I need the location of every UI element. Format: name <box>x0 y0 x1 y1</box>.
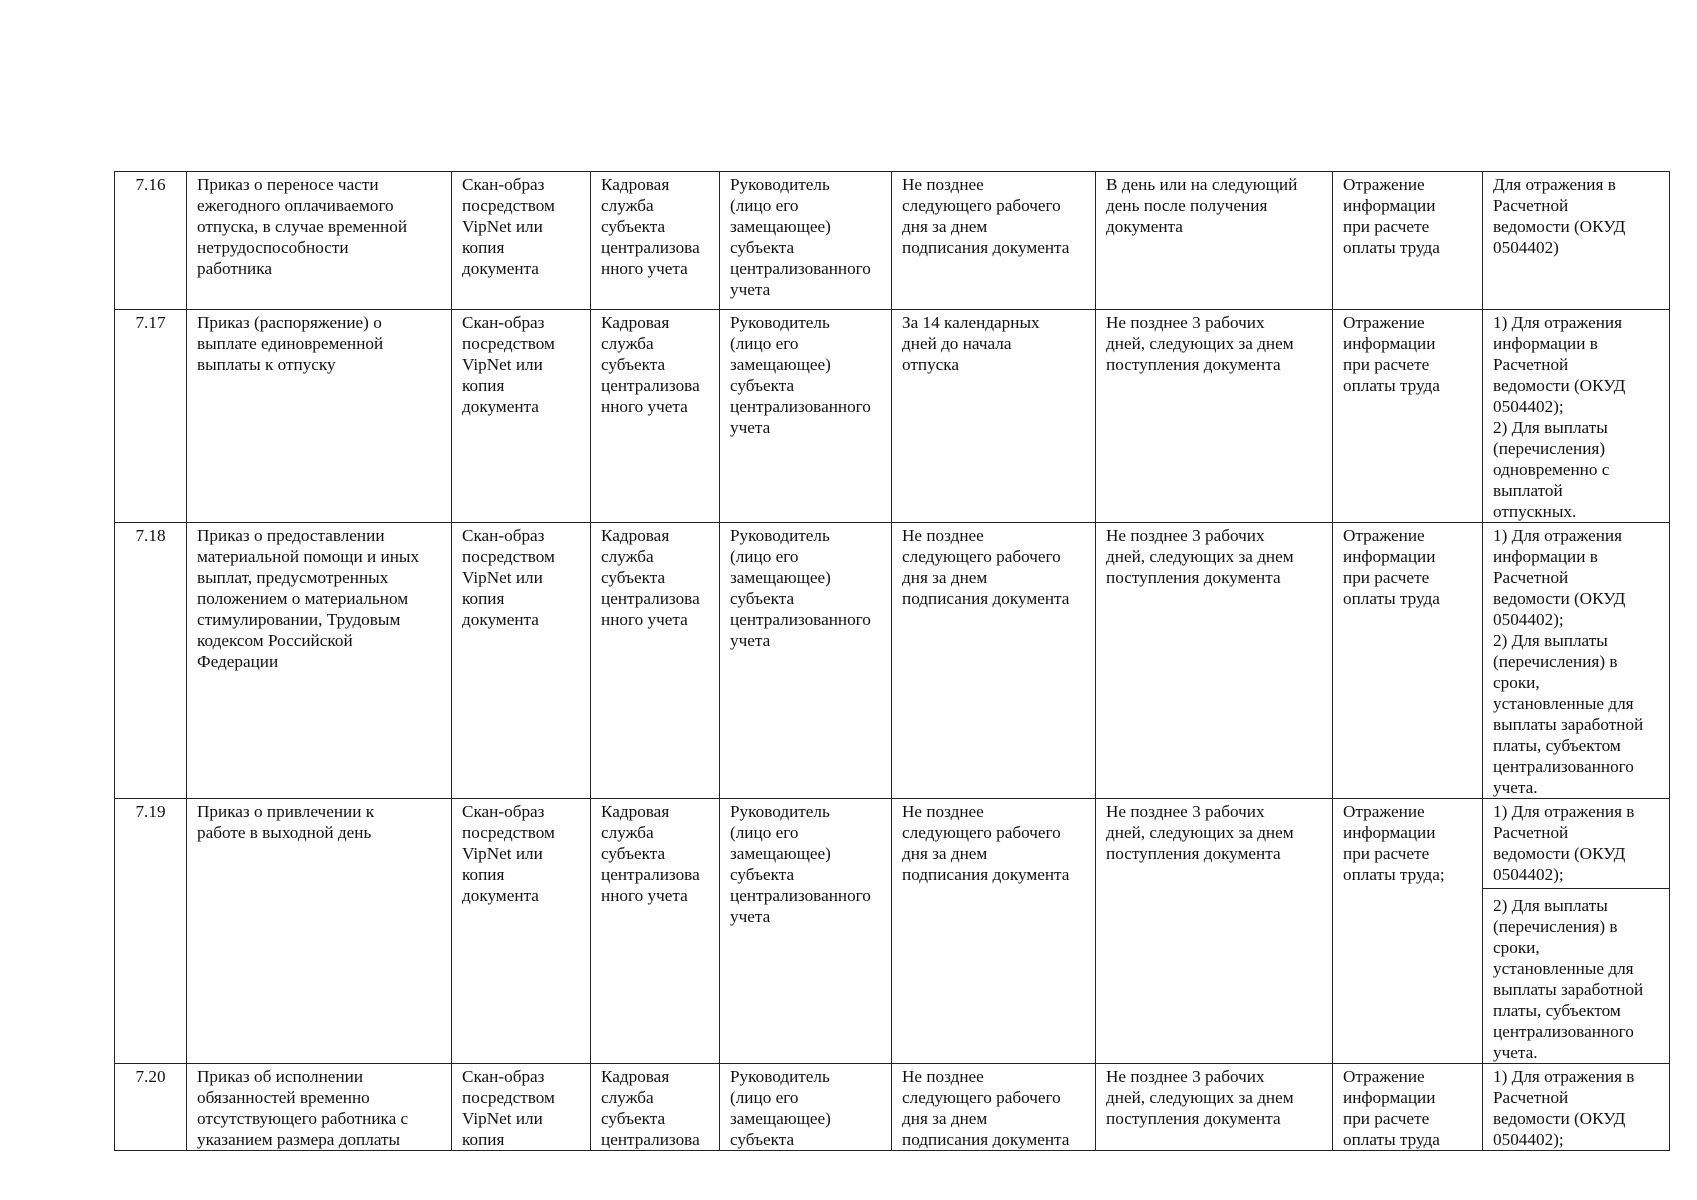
creator-cell: Кадровая служба субъекта централизова нного учета <box>591 799 720 1064</box>
table-row <box>115 523 1670 799</box>
purpose-cell: Для отражения в Расчетной ведомости (ОКУД 0504402) <box>1483 172 1670 310</box>
action-cell: Отражение информации при расчете оплаты труда <box>1333 310 1483 523</box>
purpose-part-1: 1) Для отражения в Расчетной ведомости (ОКУД 0504402); <box>1493 802 1635 884</box>
row-number: 7.16 <box>115 172 187 310</box>
processing-term-cell: Не позднее 3 рабочих дней, следующих за днем поступления документа <box>1096 1064 1333 1151</box>
document-name-cell: Приказ о переносе части ежегодного оплачиваемого отпуска, в случае временной нетрудоспособности работника <box>187 172 452 310</box>
document-name-cell: Приказ (распоряжение) о выплате единовременной выплаты к отпуску <box>187 310 452 523</box>
purpose-cell <box>1483 799 1670 1064</box>
submission-term-cell: Не позднее следующего рабочего дня за днем подписания документа <box>892 799 1096 1064</box>
action-cell: Отражение информации при расчете оплаты труда; <box>1333 799 1483 1064</box>
document-form-cell: Скан-образ посредством VipNet или копия <box>452 1064 591 1151</box>
document-form-cell: Скан-образ посредством VipNet или копия документа <box>452 799 591 1064</box>
row-number: 7.20 <box>115 1064 187 1151</box>
table-row <box>115 799 1670 1064</box>
signer-cell: Руководитель (лицо его замещающее) субъекта централизованного учета <box>720 799 892 1064</box>
processing-term-cell: Не позднее 3 рабочих дней, следующих за днем поступления документа <box>1096 523 1333 799</box>
row-number: 7.18 <box>115 523 187 799</box>
document-form-cell: Скан-образ посредством VipNet или копия документа <box>452 172 591 310</box>
creator-cell: Кадровая служба субъекта централизова <box>591 1064 720 1151</box>
purpose-cell: 1) Для отражения в Расчетной ведомости (ОКУД 0504402); <box>1483 1064 1670 1151</box>
table-row <box>115 310 1670 523</box>
signer-cell: Руководитель (лицо его замещающее) субъекта централизованного учета <box>720 310 892 523</box>
document-name-cell: Приказ о предоставлении материальной помощи и иных выплат, предусмотренных положением о материальном стимулировании, Трудовым кодексом Российской Федерации <box>187 523 452 799</box>
submission-term-cell: Не позднее следующего рабочего дня за днем подписания документа <box>892 172 1096 310</box>
document-form-cell: Скан-образ посредством VipNet или копия документа <box>452 310 591 523</box>
submission-term-cell: Не позднее следующего рабочего дня за днем подписания документа <box>892 1064 1096 1151</box>
document-form-cell: Скан-образ посредством VipNet или копия документа <box>452 523 591 799</box>
action-cell: Отражение информации при расчете оплаты труда <box>1333 523 1483 799</box>
purpose-cell: 1) Для отражения информации в Расчетной ведомости (ОКУД 0504402); 2) Для выплаты (перечисления) одновременно с выплатой отпускных. <box>1483 310 1670 523</box>
signer-cell: Руководитель (лицо его замещающее) субъекта централизованного учета <box>720 172 892 310</box>
purpose-cell: 1) Для отражения информации в Расчетной ведомости (ОКУД 0504402); 2) Для выплаты (перечисления) в сроки, установленные для выплаты заработной платы, субъектом централизованного учета. <box>1483 523 1670 799</box>
signer-cell: Руководитель (лицо его замещающее) субъекта <box>720 1064 892 1151</box>
action-cell: Отражение информации при расчете оплаты труда <box>1333 172 1483 310</box>
processing-term-cell: Не позднее 3 рабочих дней, следующих за днем поступления документа <box>1096 799 1333 1064</box>
purpose-part-2: 2) Для выплаты (перечисления) в сроки, установленные для выплаты заработной платы, субъектом централизованного учета. <box>1483 888 1669 1063</box>
table-row <box>115 1064 1670 1151</box>
creator-cell: Кадровая служба субъекта централизова нного учета <box>591 523 720 799</box>
document-name-cell: Приказ об исполнении обязанностей временно отсутствующего работника с указанием размера доплаты <box>187 1064 452 1151</box>
document-table <box>114 171 1670 1151</box>
submission-term-cell: За 14 календарных дней до начала отпуска <box>892 310 1096 523</box>
creator-cell: Кадровая служба субъекта централизова нного учета <box>591 172 720 310</box>
row-number: 7.17 <box>115 310 187 523</box>
submission-term-cell: Не позднее следующего рабочего дня за днем подписания документа <box>892 523 1096 799</box>
processing-term-cell: В день или на следующий день после получения документа <box>1096 172 1333 310</box>
document-name-cell: Приказ о привлечении к работе в выходной день <box>187 799 452 1064</box>
signer-cell: Руководитель (лицо его замещающее) субъекта централизованного учета <box>720 523 892 799</box>
processing-term-cell: Не позднее 3 рабочих дней, следующих за днем поступления документа <box>1096 310 1333 523</box>
creator-cell: Кадровая служба субъекта централизова нного учета <box>591 310 720 523</box>
row-number: 7.19 <box>115 799 187 1064</box>
action-cell: Отражение информации при расчете оплаты труда <box>1333 1064 1483 1151</box>
table-row <box>115 172 1670 310</box>
